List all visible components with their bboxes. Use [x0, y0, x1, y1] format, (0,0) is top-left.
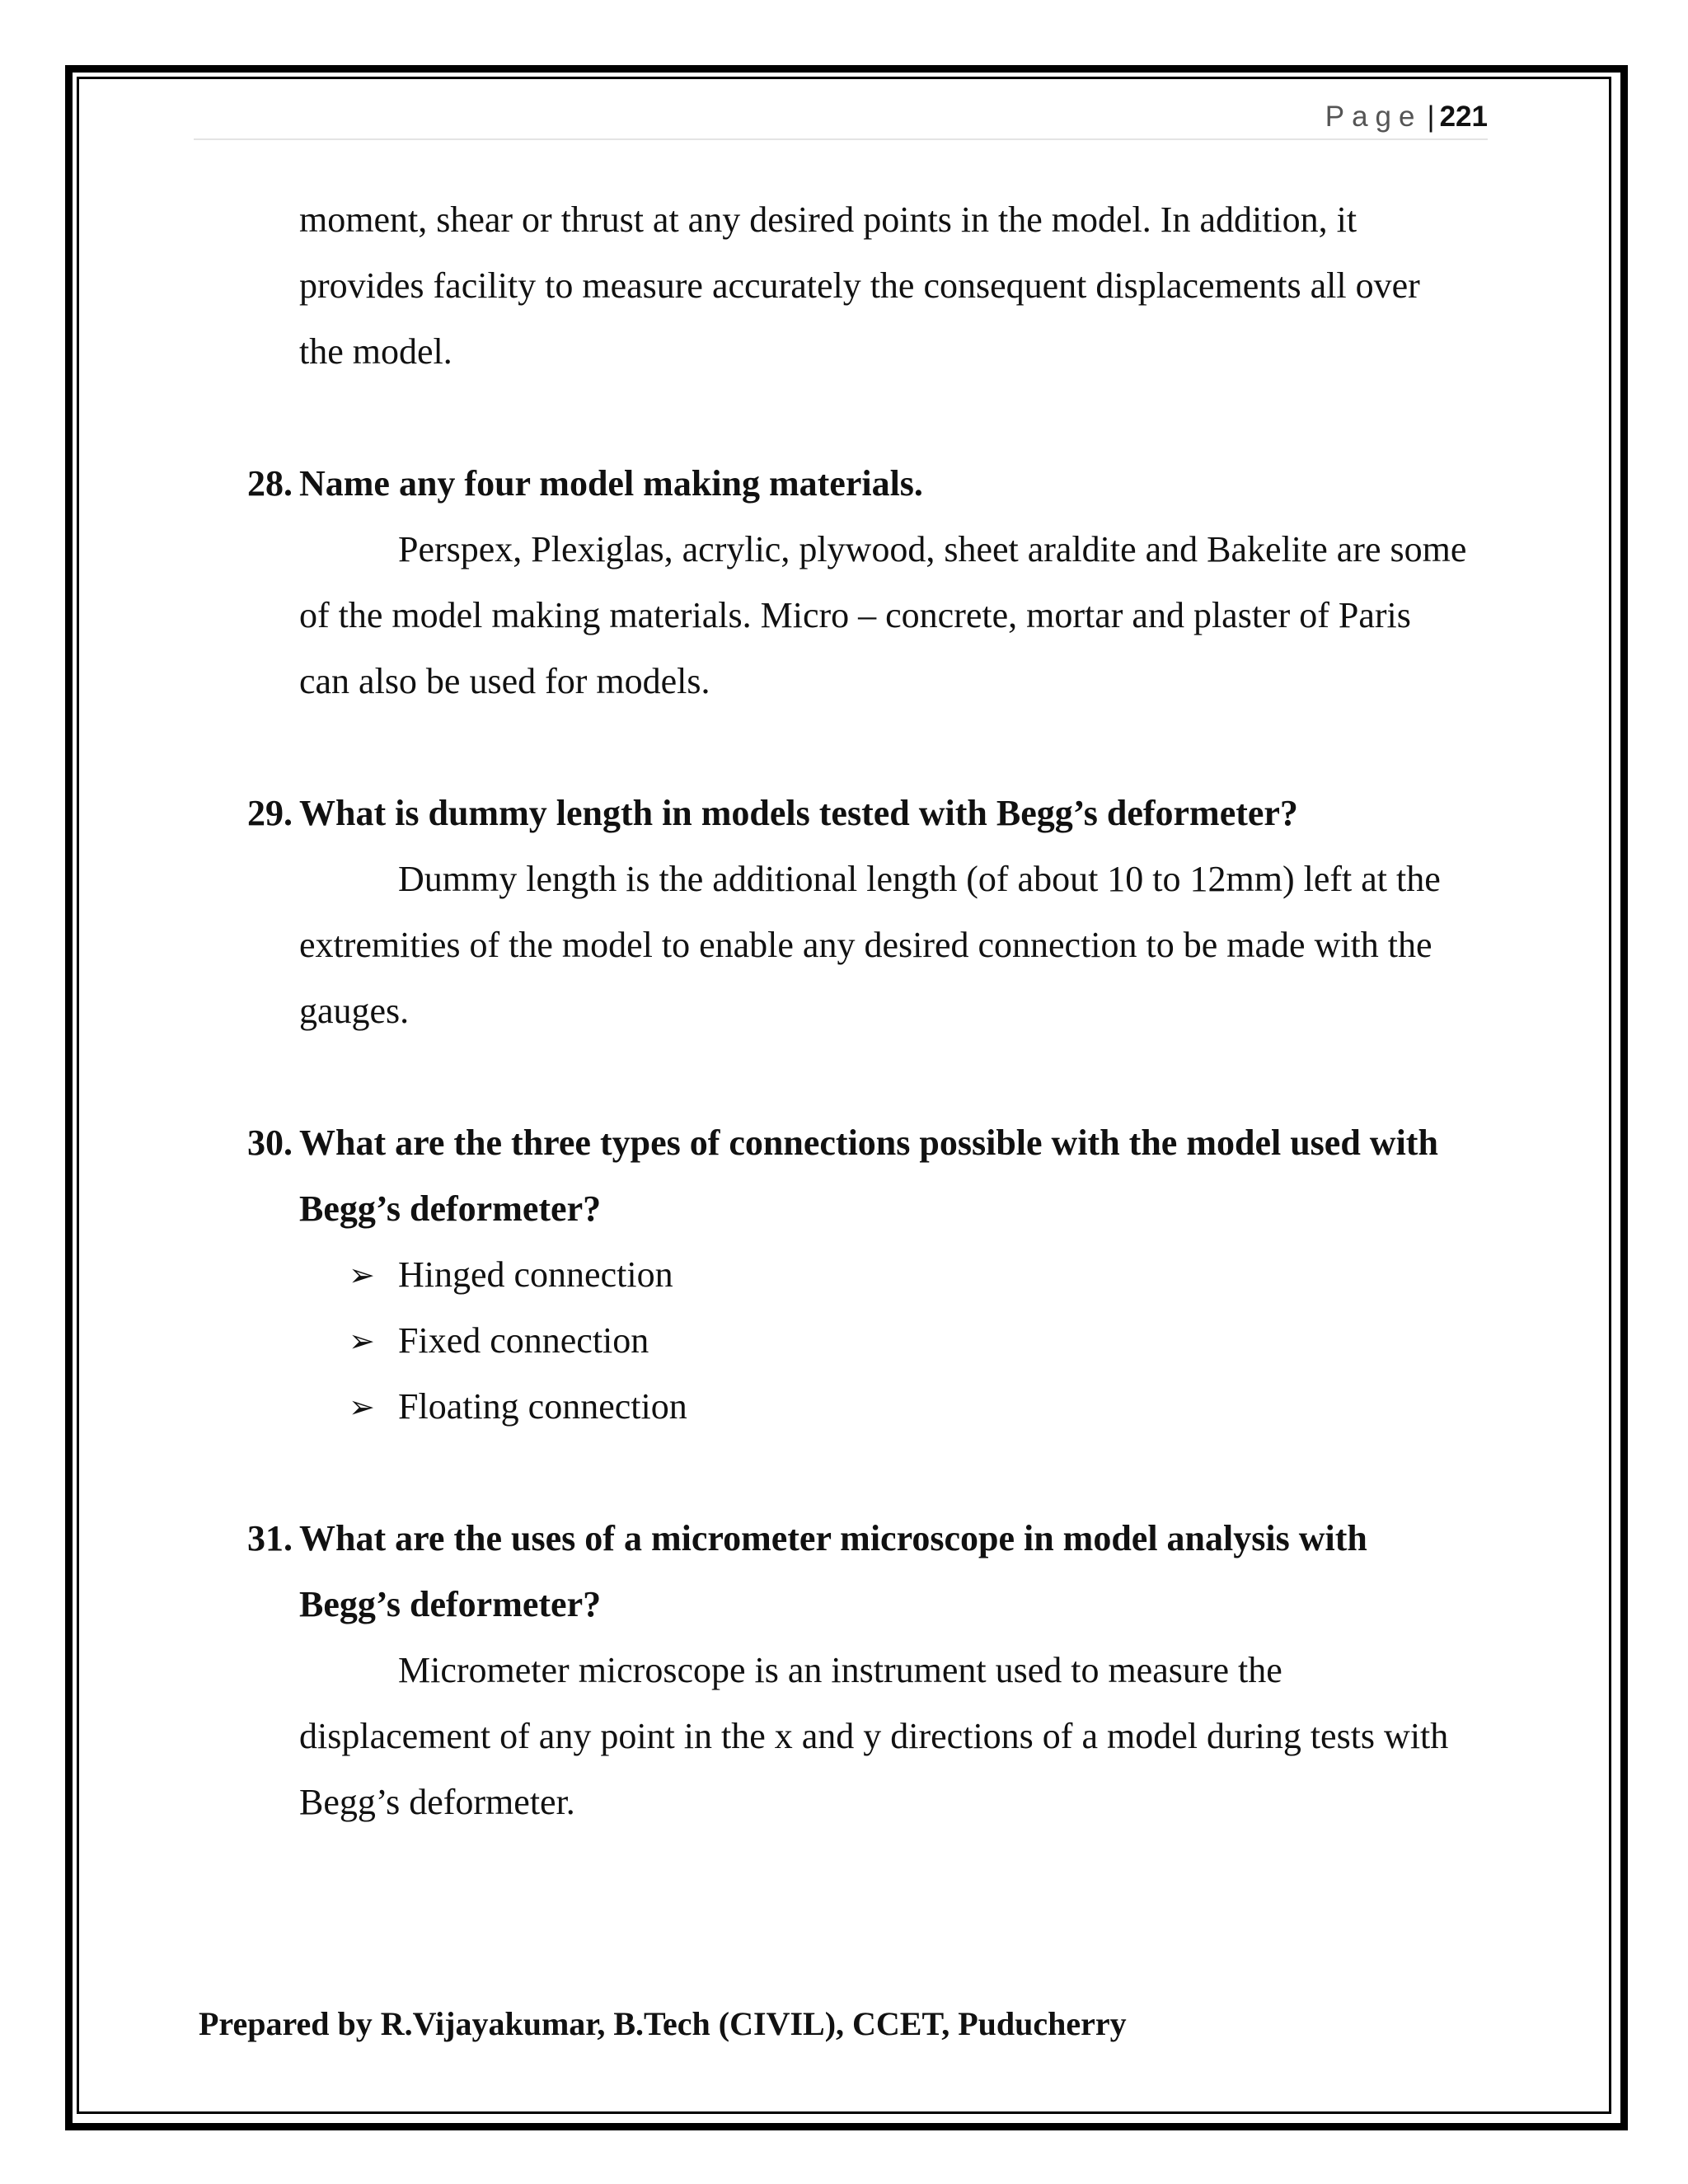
list-item: [349, 1308, 1467, 1374]
answer-paragraph: Perspex, Plexiglas, acrylic, plywood, sheet araldite and Bakelite are some of the model making materials. Micro – concrete, mortar and plaster of Paris can also be used for models.: [299, 529, 1467, 701]
answer-paragraph: Dummy length is the additional length (of about 10 to 12mm) left at the extremities of the model to enable any desired connection to be made with the gauges.: [299, 859, 1441, 1031]
spacer: [247, 385, 1467, 451]
answer-paragraph: Micrometer microscope is an instrument used to measure the displacement of any point in the x and y directions of a model during tests with Begg’s deformeter.: [299, 1650, 1449, 1822]
question-number: 29.: [247, 793, 293, 833]
page-footer: Prepared by R.Vijayakumar, B.Tech (CIVIL), CCET, Puducherry: [199, 2005, 1127, 2042]
question-number: 30.: [247, 1122, 293, 1163]
question-heading: [247, 780, 1467, 846]
question-heading: [247, 451, 1467, 517]
list-item-text: Fixed connection: [398, 1320, 649, 1361]
page-number: 221: [1439, 101, 1488, 133]
spacer: [247, 1440, 1467, 1506]
page-word: Page: [1325, 101, 1423, 133]
question-text: What is dummy length in models tested with Begg’s deformeter?: [299, 793, 1298, 833]
page-number-label: [1325, 101, 1488, 134]
question-text: What are the three types of connections possible with the model used with Begg’s deformeter?: [299, 1122, 1438, 1229]
list-item-text: Hinged connection: [398, 1254, 673, 1295]
question-number: 31.: [247, 1518, 293, 1558]
spacer: [247, 1044, 1467, 1110]
spacer: [247, 715, 1467, 780]
question-heading: [247, 1506, 1467, 1638]
connection-list: [247, 1242, 1467, 1440]
page-content: [247, 187, 1467, 1835]
question-text: Name any four model making materials.: [299, 463, 923, 504]
intro-paragraph: moment, shear or thrust at any desired points in the model. In addition, it provides facility to measure accurately the consequent displacements all over the model.: [299, 199, 1420, 372]
arrowhead-bullet-icon: ➢: [349, 1389, 375, 1425]
list-item: [349, 1374, 1467, 1440]
page-header: [194, 99, 1488, 140]
question-heading: [247, 1110, 1467, 1242]
page-separator: |: [1427, 101, 1435, 133]
arrowhead-bullet-icon: ➢: [349, 1257, 375, 1293]
arrowhead-bullet-icon: ➢: [349, 1323, 375, 1359]
question-number: 28.: [247, 463, 293, 504]
list-item-text: Floating connection: [398, 1386, 687, 1427]
question-text: What are the uses of a micrometer microscope in model analysis with Begg’s deformeter?: [299, 1518, 1367, 1624]
list-item: [349, 1242, 1467, 1308]
